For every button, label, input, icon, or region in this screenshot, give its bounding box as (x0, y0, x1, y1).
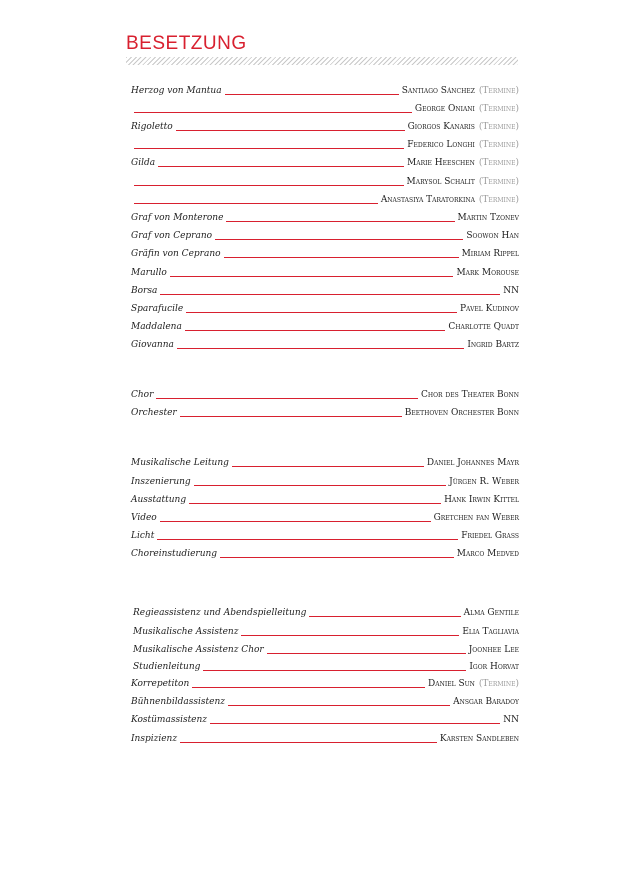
role-label: Sparafucile (131, 304, 184, 314)
production-row (131, 528, 519, 542)
production-row (131, 474, 519, 488)
performer-name: Beethoven Orchester Bonn (404, 408, 519, 418)
performer-name: Pavel Kudinov (459, 304, 519, 314)
performer (466, 228, 519, 242)
performer (428, 676, 519, 690)
ensembles-row (131, 387, 519, 401)
role-label: Maddalena (131, 322, 182, 332)
leader-line (134, 203, 378, 204)
performer (427, 455, 519, 469)
performer-name: Karsten Sandleben (439, 734, 519, 744)
performer (440, 731, 519, 745)
role-label: Bühnenbildassistenz (131, 697, 225, 707)
assistants-row (133, 605, 519, 619)
cast-row (131, 101, 519, 115)
performer (449, 474, 519, 488)
role-label: Musikalische Leitung (131, 458, 229, 468)
performer (402, 83, 519, 97)
leader-line (160, 521, 431, 522)
performer (421, 387, 519, 401)
cast-row (131, 119, 519, 133)
performer-name: Hank Irwin Kittel (444, 495, 519, 505)
cast-row (131, 137, 519, 151)
leader-line (309, 616, 460, 617)
cast-row (131, 210, 519, 224)
role-label: Musikalische Assistenz (133, 627, 239, 637)
performer-name: NN (503, 286, 519, 296)
role-label: Graf von Monterone (131, 213, 224, 223)
termine-link[interactable]: (Termine) (478, 86, 519, 96)
performer-name: Igor Horvat (469, 662, 519, 672)
leader-line (176, 130, 405, 131)
role-label: Musikalische Assistenz Chor (133, 645, 264, 655)
performer-name: Alma Gentile (463, 608, 519, 618)
role-label: Giovanna (131, 340, 174, 350)
leader-line (180, 416, 402, 417)
cast-row (131, 174, 519, 188)
role-label: Gräfin von Ceprano (131, 249, 221, 259)
performer (408, 119, 519, 133)
leader-line (192, 687, 425, 688)
performer (467, 337, 519, 351)
performer-name: Marco Medved (456, 549, 519, 559)
role-label: Choreinstudierung (131, 549, 218, 559)
leader-line (267, 653, 466, 654)
leader-line (156, 398, 418, 399)
cast-row (131, 337, 519, 351)
performer-name: Charlotte Quadt (448, 322, 519, 332)
leader-line (220, 557, 454, 558)
performer-name: Soowon Han (466, 231, 519, 241)
cast-row (131, 301, 519, 315)
role-label: Graf von Ceprano (131, 231, 213, 241)
performer (415, 101, 519, 115)
role-label: Korrepetiton (131, 679, 190, 689)
performer (456, 265, 519, 279)
role-label: Kostümassistenz (131, 715, 208, 725)
role-label: Borsa (131, 286, 158, 296)
cast-row (131, 319, 519, 333)
leader-line (134, 112, 412, 113)
leader-line (203, 670, 466, 671)
performer (462, 624, 519, 638)
cast-row (131, 155, 519, 169)
role-label: Inszenierung (131, 477, 191, 487)
termine-link[interactable]: (Termine) (478, 158, 519, 168)
termine-link[interactable]: (Termine) (478, 122, 519, 132)
cast-row (131, 283, 519, 297)
performer (444, 492, 519, 506)
performer (469, 642, 519, 656)
role-label: Rigoletto (131, 122, 173, 132)
performer (503, 283, 519, 297)
performer-name: NN (503, 715, 519, 725)
leader-line (210, 723, 500, 724)
assistants-row (131, 694, 519, 708)
leader-line (232, 466, 424, 467)
leader-line (134, 185, 404, 186)
ensembles-row (131, 405, 519, 419)
performer (461, 528, 519, 542)
leader-line (170, 276, 454, 277)
performer (460, 301, 519, 315)
role-label: Studienleitung (133, 662, 201, 672)
termine-link[interactable]: (Termine) (478, 195, 519, 205)
assistants-row (131, 676, 519, 690)
role-label: Chor (131, 390, 154, 400)
leader-line (185, 330, 446, 331)
performer-name: Gretchen fan Weber (433, 513, 519, 523)
assistants-row (133, 642, 519, 656)
leader-line (177, 348, 464, 349)
performer-name: George Oniani (414, 104, 475, 114)
termine-link[interactable]: (Termine) (478, 177, 519, 187)
assistants-row (133, 659, 519, 673)
leader-line (157, 539, 458, 540)
role-label: Ausstattung (131, 495, 187, 505)
performer-name: Marysol Schalit (406, 177, 475, 187)
performer-name: Daniel Sun (428, 679, 475, 689)
hatched-divider (126, 57, 518, 65)
cast-row (131, 228, 519, 242)
assistants-row (131, 731, 519, 745)
performer-name: Federico Longhi (407, 140, 475, 150)
performer-name: Elia Tagliavia (462, 627, 519, 637)
leader-line (241, 635, 459, 636)
role-label: Herzog von Mantua (131, 86, 222, 96)
production-row (131, 455, 519, 469)
performer-name: Ingrid Bartz (467, 340, 519, 350)
page-title: BESETZUNG (126, 33, 247, 54)
leader-line (180, 742, 437, 743)
performer-name: Friedel Grass (461, 531, 519, 541)
performer-name: Martin Tzonev (457, 213, 519, 223)
performer (405, 405, 519, 419)
performer (458, 210, 520, 224)
role-label: Gilda (131, 158, 156, 168)
performer (407, 174, 519, 188)
cast-row (131, 83, 519, 97)
leader-line (160, 294, 500, 295)
leader-line (134, 148, 404, 149)
leader-line (225, 94, 399, 95)
leader-line (226, 221, 454, 222)
performer (457, 546, 519, 560)
leader-line (224, 257, 459, 258)
performer (462, 246, 519, 260)
performer-name: Mark Morouse (456, 268, 519, 278)
assistants-row (131, 712, 519, 726)
production-row (131, 492, 519, 506)
performer (464, 605, 519, 619)
cast-row (131, 265, 519, 279)
performer-name: Jürgen R. Weber (449, 477, 519, 487)
performer-name: Miriam Rippel (461, 249, 519, 259)
termine-link[interactable]: (Termine) (478, 140, 519, 150)
performer (407, 155, 519, 169)
role-label: Orchester (131, 408, 177, 418)
performer (407, 137, 519, 151)
role-label: Licht (131, 531, 155, 541)
role-label: Regieassistenz und Abendspielleitung (133, 608, 307, 618)
leader-line (215, 239, 463, 240)
termine-link[interactable]: (Termine) (478, 679, 519, 689)
cast-row (131, 192, 519, 206)
performer (434, 510, 519, 524)
performer-name: Ansgar Baradoy (453, 697, 519, 707)
termine-link[interactable]: (Termine) (478, 104, 519, 114)
performer (503, 712, 519, 726)
production-row (131, 546, 519, 560)
role-label: Inspizienz (131, 734, 178, 744)
leader-line (158, 166, 404, 167)
cast-row (131, 246, 519, 260)
leader-line (189, 503, 441, 504)
performer-name: Daniel Johannes Mayr (426, 458, 519, 468)
leader-line (228, 705, 450, 706)
leader-line (194, 485, 446, 486)
performer-name: Santiago Sánchez (401, 86, 475, 96)
performer (469, 659, 519, 673)
performer-name: Chor des Theater Bonn (421, 390, 519, 400)
performer-name: Marie Heeschen (407, 158, 475, 168)
production-row (131, 510, 519, 524)
performer-name: Giorgos Kanaris (407, 122, 475, 132)
leader-line (186, 312, 457, 313)
assistants-row (133, 624, 519, 638)
performer-name: Anastasiya Taratorkina (380, 195, 475, 205)
performer (381, 192, 519, 206)
role-label: Marullo (131, 268, 167, 278)
performer (448, 319, 519, 333)
role-label: Video (131, 513, 157, 523)
performer (453, 694, 519, 708)
performer-name: Joonhee Lee (468, 645, 519, 655)
